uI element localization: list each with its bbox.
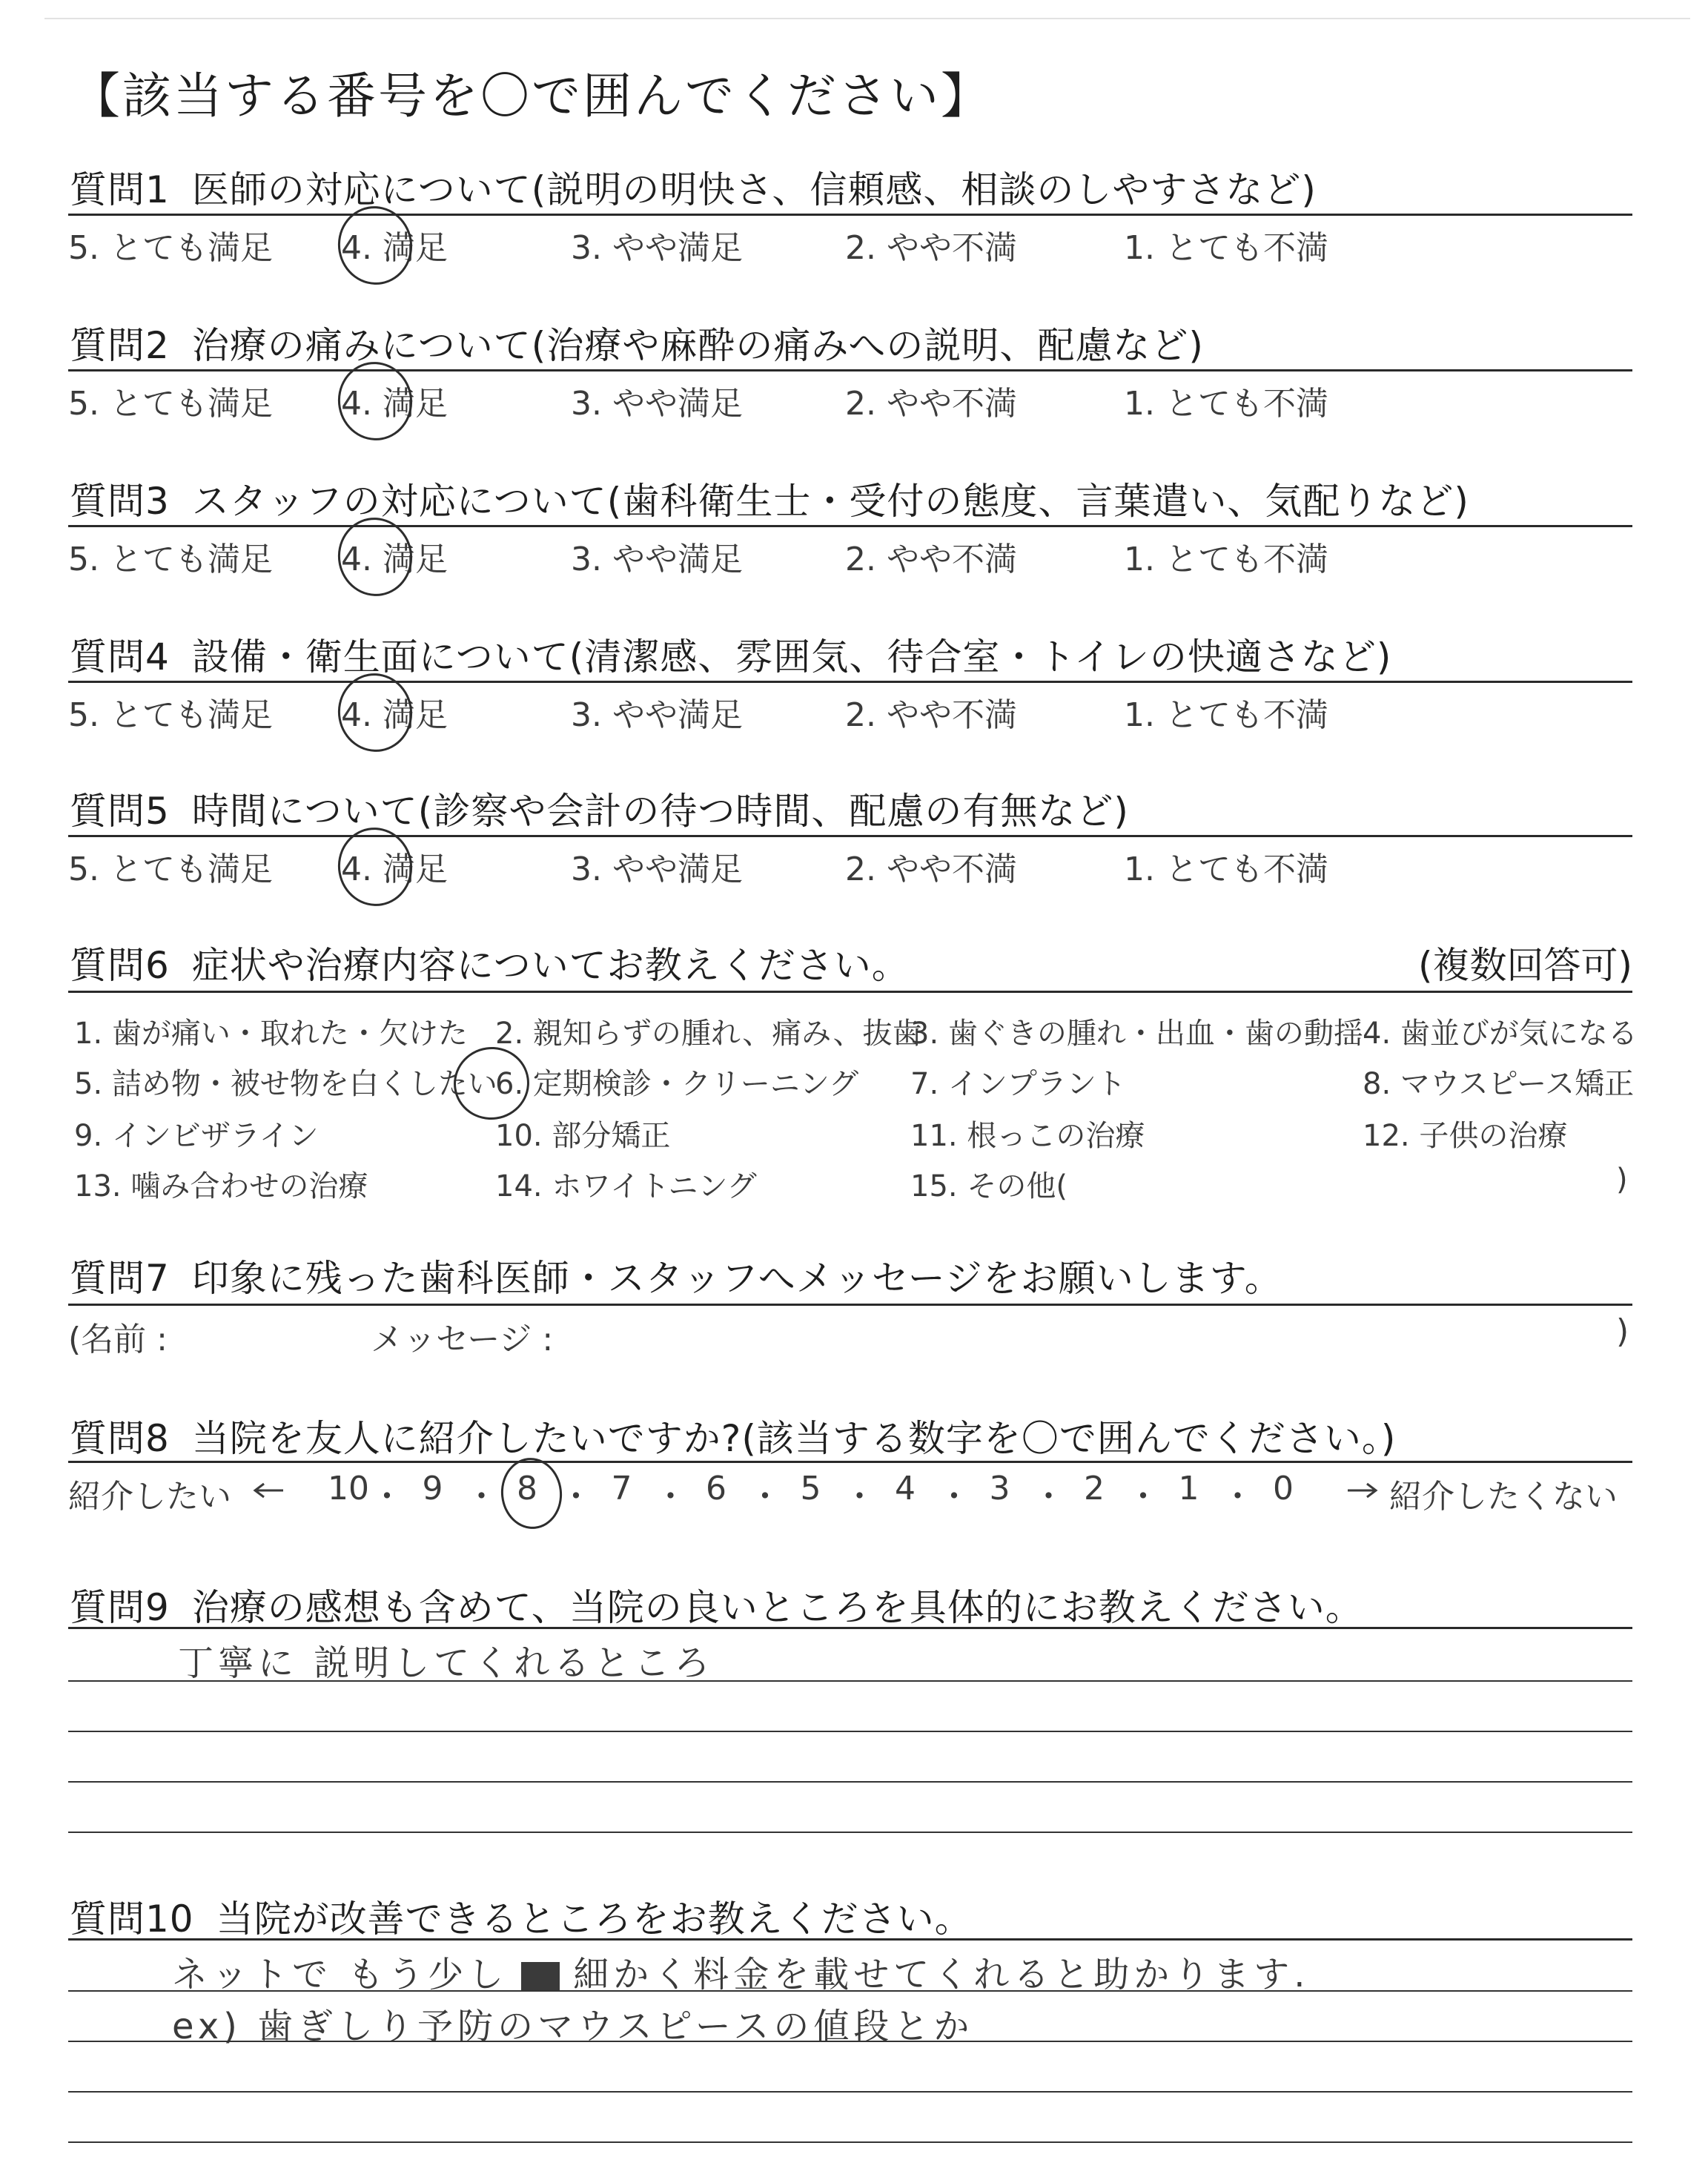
q10-answer-rule-2 bbox=[68, 2041, 1632, 2042]
q8-scale-5: 5 bbox=[800, 1470, 821, 1507]
q5-option-5: 5. とても満足 bbox=[68, 851, 273, 888]
q9-answer-rule-2 bbox=[68, 1731, 1632, 1732]
q8-scale-6: 6 bbox=[706, 1470, 726, 1507]
q5-title bbox=[70, 782, 1129, 835]
q10-answer-rule-3 bbox=[68, 2091, 1632, 2093]
q3-option-2: 2. やや不満 bbox=[845, 541, 1017, 578]
q10-answer-line-1a: ネットで もう少し bbox=[172, 1954, 509, 1995]
q8-scale-9: 9 bbox=[422, 1470, 443, 1507]
q4-rule bbox=[68, 681, 1632, 683]
q8-text: 当院を友人に紹介したいですか?(該当する数字を〇で囲んでください。) bbox=[191, 1417, 1397, 1460]
q3-rule bbox=[68, 525, 1632, 527]
q6-option-2: 2. 親知らずの腫れ、痛み、抜歯 bbox=[495, 1017, 922, 1051]
q10-answer-rule-1 bbox=[68, 1990, 1632, 1992]
q3-option-3: 3. やや満足 bbox=[571, 541, 743, 578]
q9-title bbox=[70, 1578, 1363, 1631]
q8-separator: ・ bbox=[371, 1478, 403, 1516]
q8-scale-4: 4 bbox=[895, 1470, 916, 1507]
q10-title bbox=[70, 1889, 973, 1943]
q5-number: 質問5 bbox=[70, 790, 170, 833]
q3-option-5: 5. とても満足 bbox=[68, 541, 273, 578]
q6-note: (複数回答可) bbox=[1417, 944, 1632, 987]
q8-scale-1: 1 bbox=[1178, 1470, 1199, 1507]
q3-title bbox=[70, 472, 1469, 525]
q9-answer-rule-1 bbox=[68, 1680, 1632, 1682]
q10-text: 当院が改善できるところをお教えください。 bbox=[216, 1898, 973, 1941]
q10-answer-line-1b: 細かく料金を載せてくれると助かります. bbox=[573, 1954, 1310, 1995]
q1-option-2: 2. やや不満 bbox=[845, 229, 1017, 267]
q6-option-12: 12. 子供の治療 bbox=[1363, 1119, 1568, 1153]
q4-option-3: 3. やや満足 bbox=[571, 696, 743, 734]
q8-left-label: 紹介したい bbox=[68, 1478, 231, 1516]
q9-answer-line-1: 丁寧に 説明してくれるところ bbox=[178, 1642, 715, 1684]
q1-option-4: 4. 満足 bbox=[341, 229, 448, 267]
q1-option-1: 1. とても不満 bbox=[1124, 229, 1328, 267]
q2-option-2: 2. やや不満 bbox=[845, 385, 1017, 423]
q2-option-5: 5. とても満足 bbox=[68, 385, 273, 423]
q8-scale-2: 2 bbox=[1084, 1470, 1105, 1507]
q6-option-8: 8. マウスピース矯正 bbox=[1363, 1067, 1635, 1101]
q6-option-15: 15. その他( bbox=[910, 1169, 1068, 1203]
q1-rule bbox=[68, 214, 1632, 216]
q4-number: 質問4 bbox=[70, 635, 170, 678]
q8-scale-3: 3 bbox=[989, 1470, 1010, 1507]
q2-option-4: 4. 満足 bbox=[341, 385, 448, 423]
q8-scale-7: 7 bbox=[611, 1470, 632, 1507]
q3-text: スタッフの対応について(歯科衛生士・受付の態度、言葉遣い、気配りなど) bbox=[191, 480, 1469, 523]
q9-text: 治療の感想も含めて、当院の良いところを具体的にお教えください。 bbox=[191, 1586, 1363, 1629]
q7-number: 質問7 bbox=[70, 1257, 170, 1300]
q6-option-1: 1. 歯が痛い・取れた・欠けた bbox=[74, 1017, 468, 1051]
q10-number: 質問10 bbox=[70, 1898, 194, 1941]
q7-name-label: (名前 : bbox=[68, 1321, 168, 1358]
q5-option-1: 1. とても不満 bbox=[1124, 851, 1328, 888]
q3-option-4: 4. 満足 bbox=[341, 541, 448, 578]
q3-number: 質問3 bbox=[70, 480, 170, 523]
q7-close-paren: ) bbox=[1616, 1312, 1629, 1350]
q10-rule bbox=[68, 1938, 1632, 1941]
q5-rule bbox=[68, 835, 1632, 837]
q2-option-3: 3. やや満足 bbox=[571, 385, 743, 423]
q4-title bbox=[70, 627, 1391, 681]
q1-number: 質問1 bbox=[70, 168, 170, 211]
q8-number: 質問8 bbox=[70, 1417, 170, 1460]
q5-option-2: 2. やや不満 bbox=[845, 851, 1017, 888]
q2-text: 治療の痛みについて(治療や麻酔の痛みへの説明、配慮など) bbox=[191, 324, 1204, 367]
q3-option-1: 1. とても不満 bbox=[1124, 541, 1328, 578]
q6-option-11: 11. 根っこの治療 bbox=[910, 1119, 1145, 1153]
q2-title bbox=[70, 316, 1204, 369]
top-border bbox=[44, 18, 1690, 19]
q6-option-4: 4. 歯並びが気になる bbox=[1363, 1017, 1638, 1051]
q1-option-3: 3. やや満足 bbox=[571, 229, 743, 267]
q6-option-5: 5. 詰め物・被せ物を白くしたい bbox=[74, 1067, 497, 1101]
q10-answer-rule-4 bbox=[68, 2141, 1632, 2143]
q7-message-label: メッセージ : bbox=[371, 1321, 554, 1358]
right-arrow-icon bbox=[1346, 1482, 1379, 1499]
q8-title bbox=[70, 1409, 1396, 1462]
q4-option-2: 2. やや不満 bbox=[845, 696, 1017, 734]
q1-title bbox=[70, 160, 1317, 214]
q2-number: 質問2 bbox=[70, 324, 170, 367]
q8-separator: ・ bbox=[1221, 1478, 1254, 1516]
q4-text: 設備・衛生面について(清潔感、雰囲気、待合室・トイレの快適さなど) bbox=[191, 635, 1392, 678]
q10-answer-line-2: ex) 歯ぎしり予防のマウスピースの値段とか bbox=[172, 2006, 974, 2047]
q8-separator: ・ bbox=[465, 1478, 498, 1516]
q4-option-5: 5. とても満足 bbox=[68, 696, 273, 734]
q6-option-7: 7. インプラント bbox=[910, 1067, 1126, 1101]
q7-rule bbox=[68, 1304, 1632, 1306]
q6-option-14: 14. ホワイトニング bbox=[495, 1169, 757, 1203]
q4-option-1: 1. とても不満 bbox=[1124, 696, 1328, 734]
strikethrough-mark bbox=[521, 1962, 560, 1992]
q9-answer-rule-4 bbox=[68, 1832, 1632, 1833]
q6-option-6: 6. 定期検診・クリーニング bbox=[495, 1067, 859, 1101]
q7-title bbox=[70, 1249, 1282, 1302]
q6-number: 質問6 bbox=[70, 944, 170, 987]
q9-answer-rule-3 bbox=[68, 1781, 1632, 1783]
q8-scale-0: 0 bbox=[1273, 1470, 1294, 1507]
q8-separator: ・ bbox=[938, 1478, 970, 1516]
q6-title bbox=[70, 936, 910, 989]
q7-text: 印象に残った歯科医師・スタッフへメッセージをお願いします。 bbox=[191, 1257, 1282, 1300]
q9-number: 質問9 bbox=[70, 1586, 170, 1629]
q6-option-9: 9. インビザライン bbox=[74, 1119, 319, 1153]
left-arrow-icon bbox=[252, 1482, 285, 1499]
q8-selected-circle bbox=[497, 1455, 566, 1532]
q8-rule bbox=[68, 1461, 1632, 1463]
q8-scale-8: 8 bbox=[517, 1470, 537, 1507]
q8-separator: ・ bbox=[1032, 1478, 1065, 1516]
page-title: 【該当する番号を〇で囲んでください】 bbox=[71, 67, 992, 125]
q1-text: 医師の対応について(説明の明快さ、信頼感、相談のしやすさなど) bbox=[191, 168, 1317, 211]
q6-option-10: 10. 部分矯正 bbox=[495, 1119, 671, 1153]
q8-scale-10: 10 bbox=[328, 1470, 369, 1507]
q9-rule bbox=[68, 1627, 1632, 1629]
q4-option-4: 4. 満足 bbox=[341, 696, 448, 734]
q8-separator: ・ bbox=[843, 1478, 876, 1516]
q6-option-13: 13. 噛み合わせの治療 bbox=[74, 1169, 368, 1203]
q8-separator: ・ bbox=[560, 1478, 592, 1516]
q5-text: 時間について(診察や会計の待つ時間、配慮の有無など) bbox=[191, 790, 1129, 833]
q10-answer-line-1 bbox=[172, 1946, 1310, 1997]
q8-separator: ・ bbox=[1127, 1478, 1159, 1516]
q6-option-16: ) bbox=[1616, 1163, 1628, 1197]
q6-option-3: 3. 歯ぐきの腫れ・出血・歯の動揺 bbox=[910, 1017, 1363, 1051]
q8-right-label: 紹介したくない bbox=[1389, 1478, 1618, 1516]
q8-separator: ・ bbox=[749, 1478, 781, 1516]
q5-option-3: 3. やや満足 bbox=[571, 851, 743, 888]
q8-separator: ・ bbox=[654, 1478, 687, 1516]
q5-option-4: 4. 満足 bbox=[341, 851, 448, 888]
q1-option-5: 5. とても満足 bbox=[68, 229, 273, 267]
q2-option-1: 1. とても不満 bbox=[1124, 385, 1328, 423]
q2-rule bbox=[68, 369, 1632, 371]
q6-text: 症状や治療内容についてお教えください。 bbox=[191, 944, 910, 987]
q6-rule bbox=[68, 991, 1632, 993]
